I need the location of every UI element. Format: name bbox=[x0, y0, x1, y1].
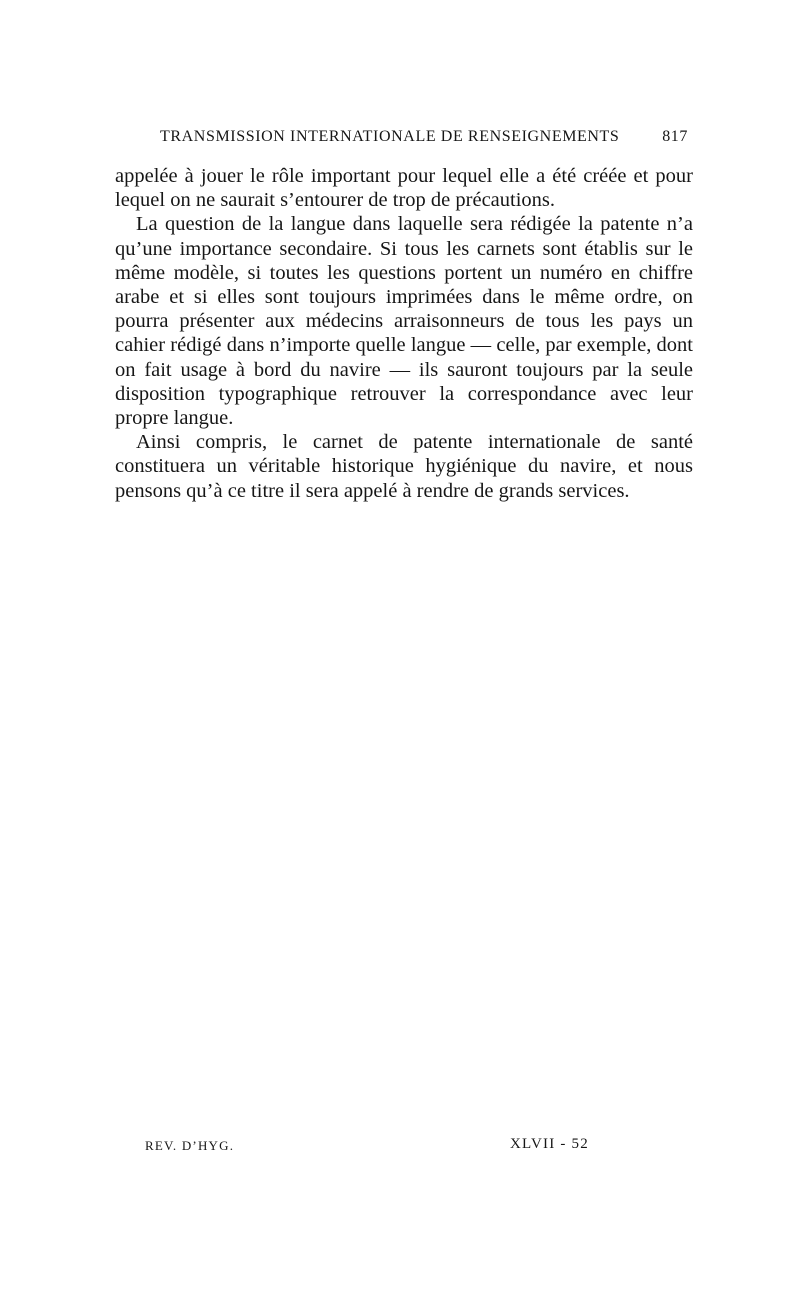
paragraph-continuation: appelée à jouer le rôle important pour lequel elle a été créée et pour lequel on ne saurait s’entourer de trop de précautions. bbox=[115, 165, 693, 212]
body-text bbox=[115, 164, 693, 503]
volume-signature: XLVII - 52 bbox=[510, 1136, 589, 1152]
signature-line bbox=[145, 1138, 615, 1158]
running-head-title: TRANSMISSION INTERNATIONALE DE RENSEIGNEMENTS bbox=[160, 128, 620, 145]
page-number: 817 bbox=[662, 128, 688, 145]
paragraph-conclusion: Ainsi compris, le carnet de patente internationale de santé constituera un véritable historique hygiénique du navire, et nous pensons qu’à ce titre il sera appelé à rendre de grands services. bbox=[115, 431, 693, 502]
journal-signature: REV. D’HYG. bbox=[145, 1138, 235, 1153]
paragraph-language-question: La question de la langue dans laquelle sera rédigée la patente n’a qu’une importance secondaire. Si tous les carnets sont établis sur le même modèle, si toutes les questions portent un numéro en chiffre arabe et si elles sont toujours imprimées dans le même ordre, on pourra présenter aux médecins arraisonneurs de tous les pays un cahier rédigé dans n’importe quelle langue — celle, par exemple, dont on fait usage à bord du navire — ils sauront toujours par la seule disposition typographique retrouver la correspondance avec leur propre langue. bbox=[115, 213, 693, 430]
running-head bbox=[148, 128, 688, 150]
